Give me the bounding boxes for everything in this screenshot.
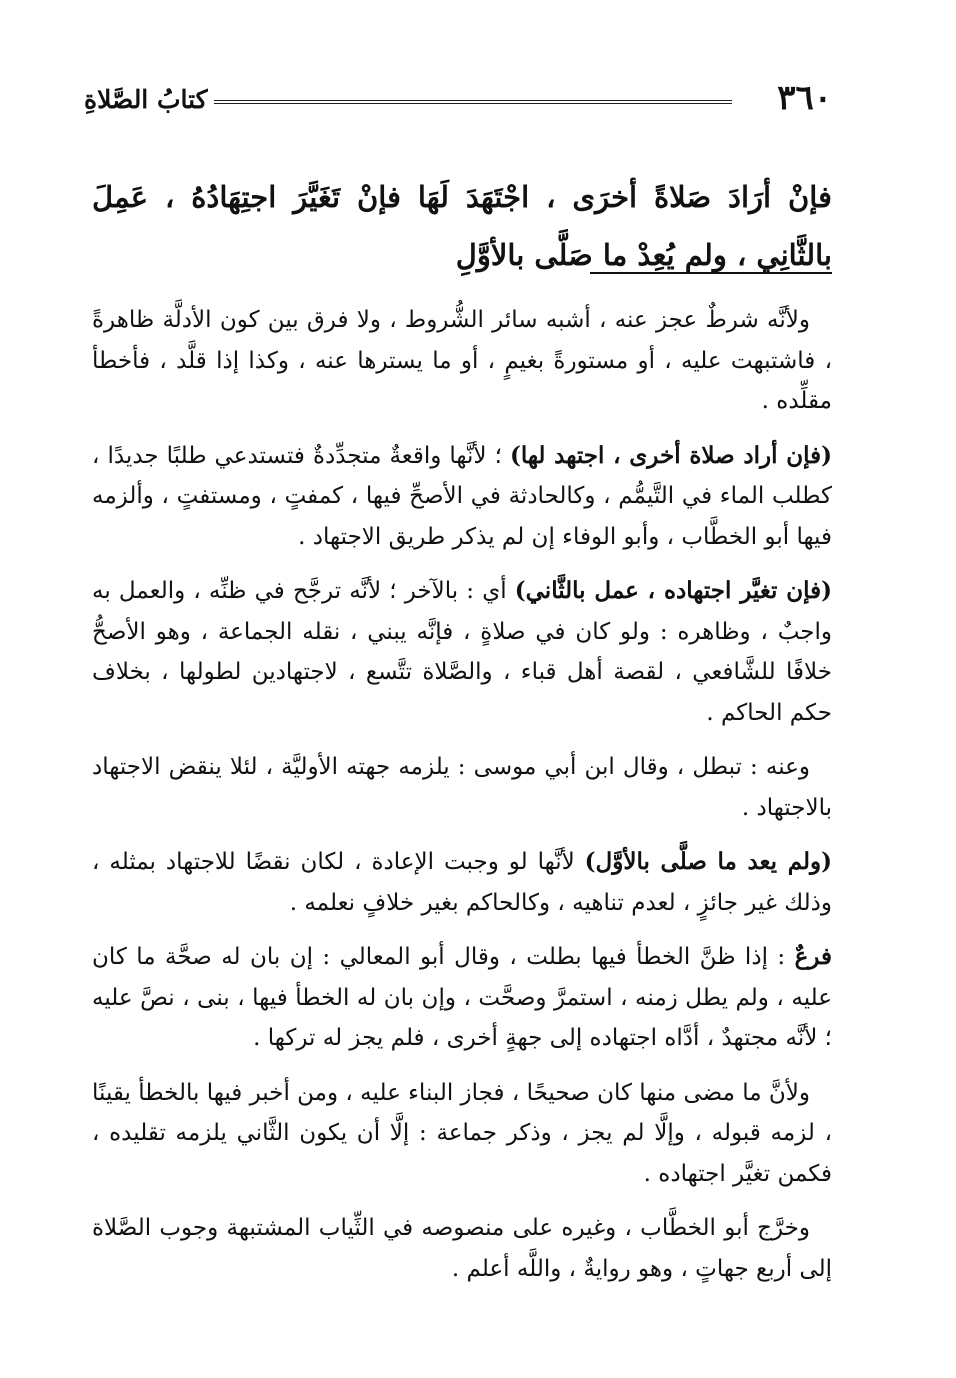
paragraph-text: لأنَّها لو وجبت الإعادة ، لكان نقضًا للاجتهاد بمثله ، وذلك غير جائزٍ ، لعدم تناهيه ، وكالحاكم بغير خلافٍ نعلمه . <box>92 849 832 916</box>
header-rule <box>214 100 732 104</box>
lemma: (فإن تغيَّر اجتهاده ، عمل بالثَّاني) <box>514 577 832 604</box>
lemma: فرعٌ <box>794 943 832 970</box>
paragraph-text: ؛ لأنَّها واقعةٌ متجدِّدةٌ فتستدعي طلبًا جديدًا ، كطلب الماء في التَّيمُّم ، وكالحادثة في الأصحِّ فيها ، كمفتٍ ، ومستفتٍ ، وألزمه فيها أبو الخطَّاب ، وأبو الوفاء إن لم يذكر طريق الاجتهاد . <box>92 442 832 550</box>
paragraph-text: ولأنَّ ما مضى منها كان صحيحًا ، فجاز البناء عليه ، ومن أخبر فيها بالخطأ يقينًا ، لزمه قبوله ، وإلَّا لم يجز ، وذكر جماعة : إلَّا أن يكون الثَّاني يلزمه تقليده ، فكمن تغيَّر اجتهاده . <box>92 1079 832 1187</box>
commentary-paragraph <box>92 1073 832 1195</box>
commentary-paragraph <box>92 842 832 923</box>
commentary-paragraph <box>92 571 832 733</box>
paragraph-text: وعنه : تبطل ، وقال ابن أبي موسى : يلزمه جهته الأوليَّة ، لئلا ينقض الاجتهاد بالاجتهاد . <box>92 754 832 821</box>
commentary-paragraph <box>92 747 832 828</box>
lemma: (ولم يعد ما صلَّى بالأوَّل) <box>584 848 832 875</box>
paragraph-text: : إذا ظنَّ الخطأ فيها بطلت ، وقال أبو المعالي : إن بان له صحَّة ما كان عليه ، ولم يطل زمنه ، استمرَّ وصحَّت ، وإن بان له الخطأ فيها ، بنى ، نصَّ عليه ؛ لأنَّه مجتهدٌ ، أدَّاه اجتهاده إلى جهةٍ أخرى ، فلم يجز له تركها . <box>92 944 832 1051</box>
commentary-paragraph <box>92 436 832 558</box>
page-header <box>84 78 832 128</box>
running-title: كتابُ الصَّلاةِ <box>84 85 208 114</box>
paragraph-text: وخرَّج أبو الخطَّاب ، وغيره على منصوصه في الثِّياب المشتبهة وجوب الصَّلاة إلى أربع جهاتٍ ، وهو روايةٌ ، واللَّه أعلم . <box>92 1215 832 1282</box>
page-number: ٣٦٠ <box>777 78 832 118</box>
lemma: (فإن أراد صلاة أخرى ، اجتهد لها) <box>509 441 832 469</box>
main-text-rule <box>590 272 832 274</box>
commentary-paragraph <box>92 300 832 422</box>
commentary-paragraph <box>92 937 832 1059</box>
commentary-paragraph <box>92 1208 832 1289</box>
paragraph-text: ولأنَّه شرطٌ عجز عنه ، أشبه سائر الشُّروط ، ولا فرق بين كون الأدلَّة ظاهرةً ، فاشتبهت عليه ، أو مستورةً بغيمٍ ، أو ما يسترها عنه ، وكذا إذا قلَّد ، فأخطأ مقلِّده . <box>92 307 832 414</box>
paragraph-text: أي : بالآخر ؛ لأنَّه ترجَّح في ظنِّه ، والعمل به واجبٌ ، وظاهره : ولو كان في صلاةٍ ، فإنَّه يبني ، نقله الجماعة ، وهو الأصحُّ خلافًا للشَّافعي ، لقصة أهل قباء ، والصَّلاة تتَّسع ، لاجتهادين لطولها ، بخلاف حكم الحاكم . <box>92 578 832 726</box>
main-text: فإنْ أرَادَ صَلاةً أخرَى ، اجْتَهَدَ لَهَا فإنْ تَغَيَّرَ اجتِهَادُهُ ، عَمِلَ بالثَّانِي ، ولم يُعِدْ ما صَلَّى بالأوَّلِ <box>92 180 832 272</box>
commentary <box>92 300 832 1303</box>
